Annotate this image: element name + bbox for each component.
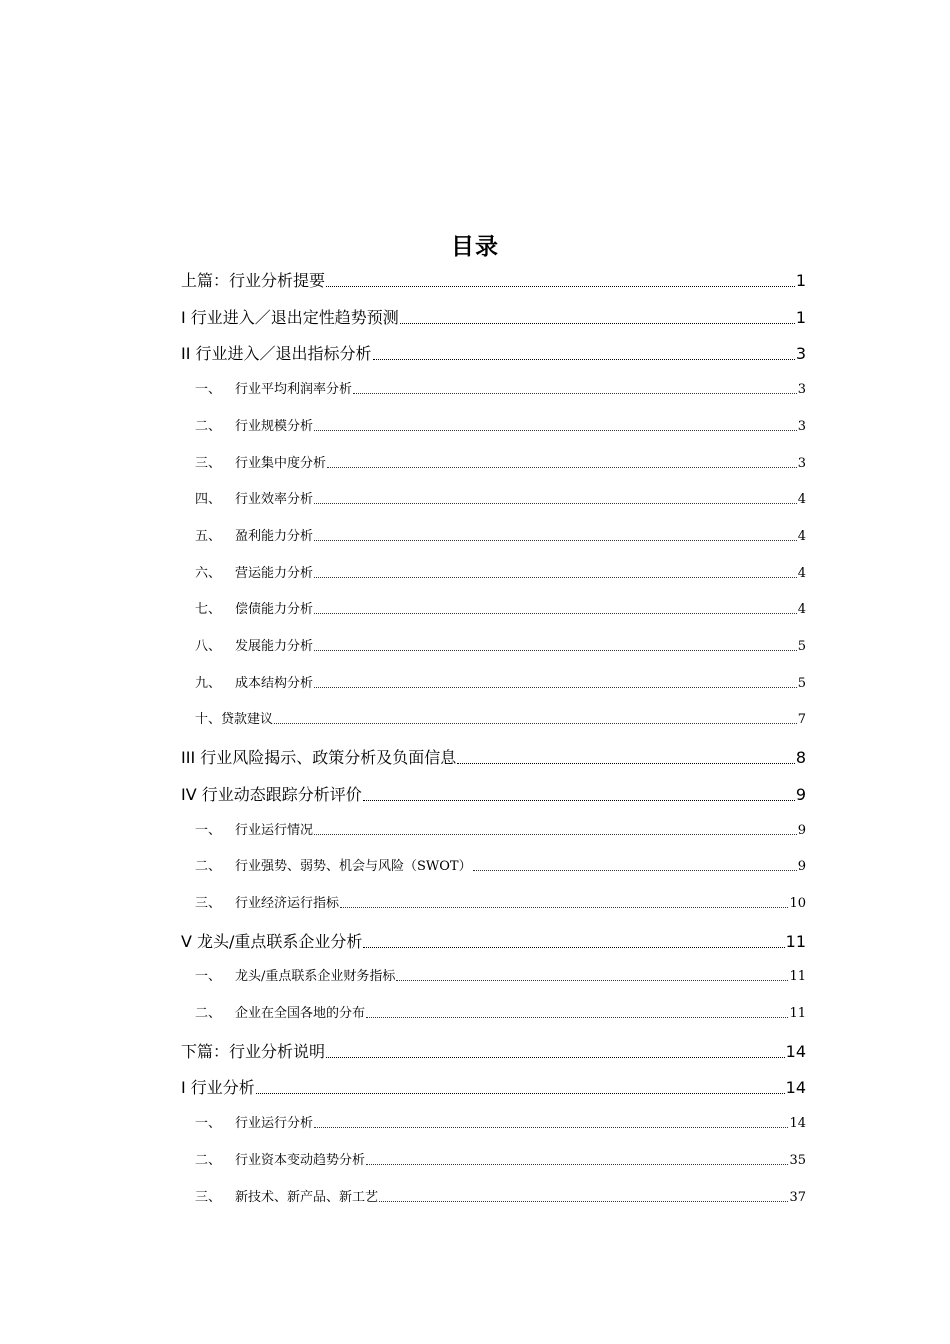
toc-entry[interactable]	[181, 562, 806, 581]
dot-leader	[396, 980, 788, 981]
toc-entry-page-number: 4	[797, 528, 806, 544]
dot-leader	[327, 467, 797, 468]
toc-entry-page-number: 35	[789, 1152, 806, 1168]
toc-entry[interactable]	[181, 782, 806, 805]
toc-entry-text: I 行业分析	[181, 1078, 255, 1098]
toc-entry-label	[181, 1149, 365, 1168]
toc-entry-label	[181, 415, 313, 434]
toc-entry-number: 八、	[195, 639, 222, 654]
toc-entry[interactable]	[181, 268, 806, 291]
toc-entry-text: 企业在全国各地的分布	[235, 1006, 366, 1021]
dot-leader	[314, 430, 797, 431]
dot-leader	[256, 1093, 785, 1094]
dot-leader	[366, 1017, 788, 1018]
toc-entry[interactable]	[181, 1039, 806, 1062]
dot-leader	[353, 393, 797, 394]
dot-leader	[314, 503, 797, 504]
toc-entry[interactable]	[181, 1002, 806, 1021]
toc-entry-label	[181, 965, 395, 984]
toc-entry-number: 三、	[195, 455, 222, 471]
toc-entry-page-number: 8	[795, 748, 806, 768]
toc-entry-number: 三、	[195, 895, 222, 911]
toc-entry-page-number: 4	[797, 492, 806, 508]
toc-entry-number: 九、	[195, 675, 222, 691]
toc-entry-text: 发展能力分析	[235, 639, 314, 654]
toc-entry-label	[181, 488, 313, 507]
toc-entry[interactable]	[181, 488, 806, 507]
toc-entry-text: V 龙头/重点联系企业分析	[181, 931, 363, 951]
toc-entry-page-number: 14	[789, 1116, 806, 1132]
toc-entry-text: 偿债能力分析	[235, 602, 314, 618]
toc-entry-page-number: 11	[789, 969, 806, 985]
dot-leader	[363, 800, 795, 801]
toc-entry-number: 五、	[195, 528, 222, 544]
toc-entry-number: 一、	[195, 969, 222, 985]
toc-entry[interactable]	[181, 672, 806, 691]
toc-entry-number: 一、	[195, 822, 222, 838]
toc-entry-page-number: 4	[797, 565, 806, 581]
dot-leader	[314, 834, 797, 835]
dot-leader	[314, 687, 797, 688]
toc-entry-label	[181, 562, 313, 581]
toc-entry-text: 成本结构分析	[235, 675, 314, 691]
toc-entry-page-number: 1	[795, 271, 806, 290]
toc-entry[interactable]	[181, 1112, 806, 1131]
toc-entry-number: 一、	[195, 1116, 222, 1132]
toc-entry-label	[181, 598, 313, 617]
toc-entry-label	[181, 855, 472, 874]
toc-entry-text: 十、贷款建议	[195, 712, 274, 728]
dot-leader	[326, 1057, 785, 1058]
toc-entry-label	[181, 672, 313, 691]
toc-entry-text: 行业经济运行指标	[235, 895, 340, 911]
toc-entry-text: III 行业风险揭示、政策分析及负面信息	[181, 748, 457, 768]
toc-entry-text: 行业集中度分析	[235, 455, 327, 471]
dot-leader	[314, 650, 797, 651]
dot-leader	[326, 286, 795, 287]
dot-leader	[373, 359, 795, 360]
toc-entry-number: 四、	[195, 492, 222, 508]
dot-leader	[314, 1127, 788, 1128]
dot-leader	[379, 1201, 788, 1202]
toc-entry[interactable]	[181, 892, 806, 911]
toc-entry-page-number: 3	[797, 418, 806, 434]
toc-entry-text: 上篇：行业分析提要	[181, 271, 326, 290]
toc-entry[interactable]	[181, 415, 806, 434]
toc-entry-page-number: 3	[797, 455, 806, 471]
dot-leader	[400, 323, 795, 324]
toc-entry-label	[181, 782, 362, 805]
dot-leader	[340, 907, 788, 908]
toc-entry-page-number: 11	[789, 1006, 806, 1021]
toc-entry[interactable]	[181, 635, 806, 654]
toc-entry-text: 行业运行分析	[235, 1116, 314, 1132]
toc-entry-page-number: 11	[785, 931, 806, 951]
toc-entry-label	[181, 525, 313, 544]
toc-entry[interactable]	[181, 1075, 806, 1098]
toc-entry[interactable]	[181, 341, 806, 364]
toc-entry[interactable]	[181, 708, 806, 727]
toc-entry-text: 龙头/重点联系企业财务指标	[235, 969, 396, 985]
toc-entry[interactable]	[181, 855, 806, 874]
toc-entry-page-number: 9	[797, 822, 806, 838]
toc-entry[interactable]	[181, 305, 806, 328]
toc-entry-text: 行业规模分析	[235, 418, 314, 434]
toc-entry-text: 行业平均利润率分析	[235, 382, 353, 398]
toc-entry[interactable]	[181, 929, 806, 952]
toc-entry-page-number: 1	[795, 307, 806, 327]
toc-entry-number: 二、	[195, 1006, 222, 1021]
toc-entry-label	[181, 708, 273, 727]
toc-entry-label	[181, 341, 372, 364]
toc-entry-page-number: 3	[797, 382, 806, 398]
toc-entry-text: 下篇：行业分析说明	[181, 1041, 326, 1061]
toc-entry-label	[181, 929, 362, 952]
toc-entry-text: 行业运行情况	[235, 822, 314, 838]
toc-entry-label	[181, 819, 313, 838]
toc-entry-number: 三、	[195, 1189, 222, 1205]
dot-leader	[473, 870, 797, 871]
toc-entry-text: 盈利能力分析	[235, 528, 314, 544]
toc-entry-number: 二、	[195, 418, 222, 434]
toc-entry-number: 六、	[195, 565, 222, 581]
toc-title: 目录	[451, 234, 499, 260]
dot-leader	[457, 763, 795, 764]
toc-entry[interactable]	[181, 819, 806, 838]
toc-entry-text: II 行业进入／退出指标分析	[181, 344, 372, 364]
toc-entry-number: 二、	[195, 1152, 222, 1168]
toc-entry-page-number: 9	[797, 859, 806, 875]
toc-entry-page-number: 9	[795, 784, 806, 804]
toc-entry-text: 新技术、新产品、新工艺	[235, 1189, 379, 1205]
toc-entry-text: I 行业进入／退出定性趋势预测	[181, 307, 399, 327]
toc-entry-text: 行业强势、弱势、机会与风险（SWOT）	[235, 859, 472, 875]
toc-entry-number: 一、	[195, 382, 222, 398]
toc-entry-label	[181, 1186, 378, 1205]
dot-leader	[314, 577, 797, 578]
dot-leader	[274, 723, 797, 724]
toc-entry-label	[181, 378, 352, 397]
toc-entry-page-number: 4	[797, 602, 806, 618]
dot-leader	[314, 613, 797, 614]
toc-entry-page-number: 5	[797, 675, 806, 691]
dot-leader	[314, 540, 797, 541]
toc-entry-page-number: 14	[785, 1078, 806, 1098]
toc-entry-label	[181, 1039, 325, 1062]
toc-entry-page-number: 10	[789, 895, 806, 911]
toc-entry[interactable]	[181, 1149, 806, 1168]
toc-entry[interactable]	[181, 598, 806, 617]
toc-entry-text: IV 行业动态跟踪分析评价	[181, 784, 362, 804]
toc-entry[interactable]	[181, 525, 806, 544]
toc-entry-label	[181, 305, 399, 328]
toc-entry-page-number: 3	[795, 344, 806, 364]
toc-entry[interactable]	[181, 378, 806, 397]
toc-entry[interactable]	[181, 745, 806, 768]
toc-entry-number: 七、	[195, 602, 222, 618]
toc-entry-label	[181, 635, 313, 654]
toc-entry-label	[181, 1002, 365, 1021]
toc-entry[interactable]	[181, 452, 806, 471]
toc-entry-page-number: 5	[797, 639, 806, 654]
toc-entry-page-number: 14	[785, 1041, 806, 1061]
toc-entry-label	[181, 452, 326, 471]
dot-leader	[363, 947, 784, 948]
dot-leader	[366, 1164, 788, 1165]
toc-entry-label	[181, 892, 339, 911]
toc-entry-text: 营运能力分析	[235, 565, 314, 581]
toc-entry[interactable]	[181, 1186, 806, 1205]
toc-entry-number: 二、	[195, 859, 222, 875]
toc-entry-page-number: 7	[797, 712, 806, 728]
toc-entry-label	[181, 1112, 313, 1131]
toc-entry-text: 行业资本变动趋势分析	[235, 1152, 366, 1168]
toc-entry-label	[181, 745, 456, 768]
toc-entry-label	[181, 1075, 255, 1098]
toc-entry-text: 行业效率分析	[235, 492, 314, 508]
toc-entry-page-number: 37	[789, 1189, 806, 1205]
toc-entry-label	[181, 268, 325, 291]
toc-entry[interactable]	[181, 965, 806, 984]
